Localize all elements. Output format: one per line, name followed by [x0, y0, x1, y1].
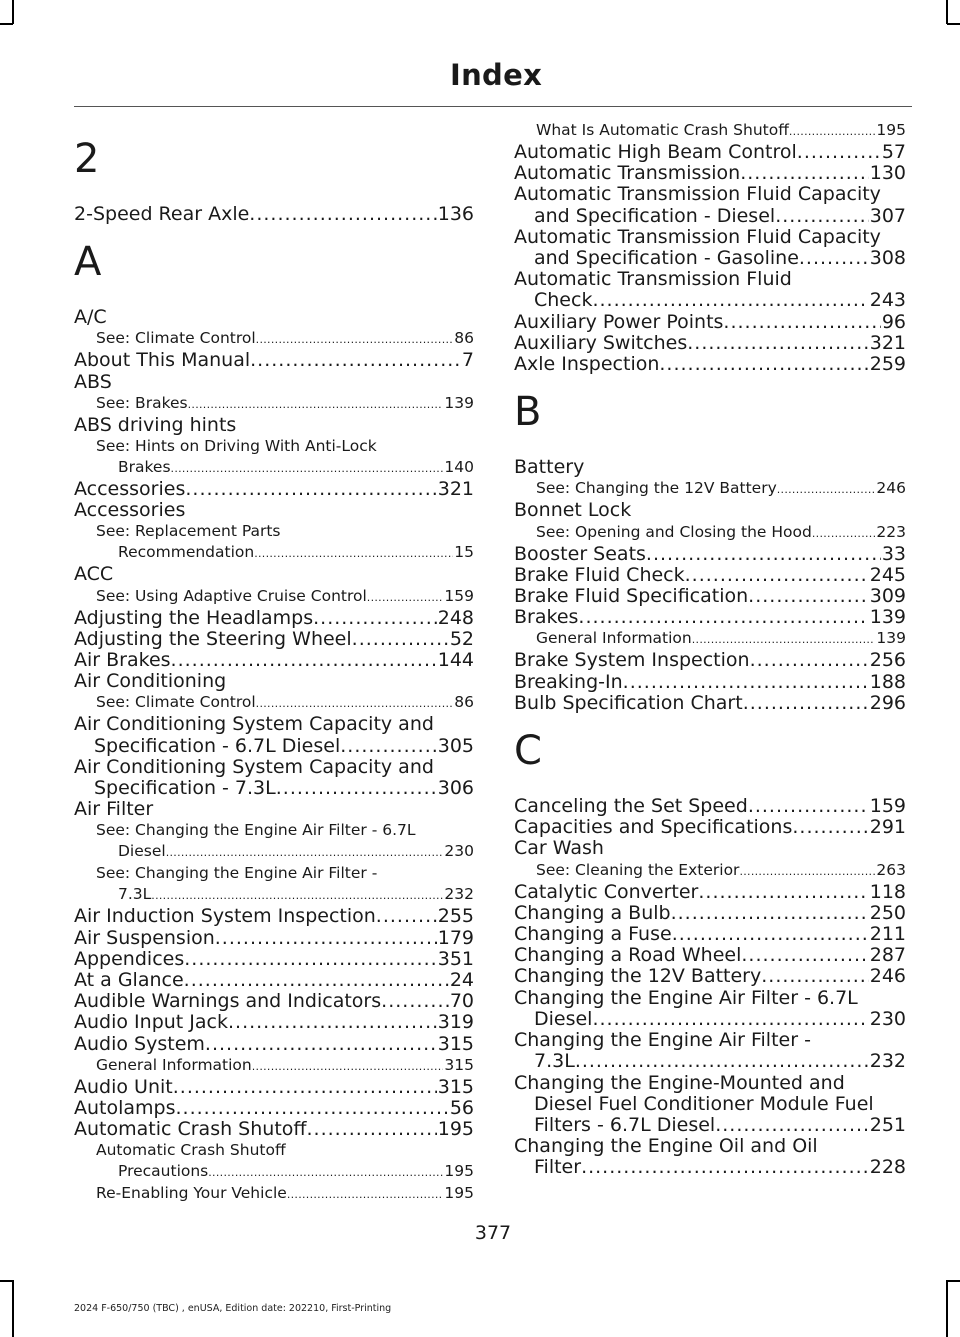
index-entry	[514, 269, 906, 311]
index-page-ref: 321	[437, 478, 474, 501]
leader-dots	[575, 1051, 869, 1072]
index-entry-text: Booster Seats	[514, 542, 646, 565]
index-page-ref: 24	[449, 969, 474, 992]
index-entry-text: Changing a Road Wheel	[514, 944, 742, 967]
index-entry-text: Brakes	[118, 458, 171, 477]
index-entry-text: Brake Fluid Check	[514, 563, 685, 586]
leader-dots	[659, 354, 868, 375]
leader-dots	[228, 1012, 437, 1033]
leader-dots	[256, 328, 454, 350]
index-page-ref: 315	[437, 1075, 474, 1098]
index-entry-text: Auxiliary Switches	[514, 331, 688, 354]
leader-dots	[748, 796, 869, 817]
index-entry	[74, 799, 474, 820]
index-page-ref: 70	[449, 990, 474, 1013]
index-page-ref: 309	[869, 585, 906, 608]
index-entry	[514, 1073, 906, 1137]
leader-dots	[352, 629, 449, 650]
leader-dots	[761, 966, 869, 987]
index-entry-text: See: Climate Control	[96, 693, 256, 712]
index-page-ref: 136	[437, 203, 474, 225]
leader-dots	[698, 882, 868, 903]
index-subentry	[74, 436, 474, 479]
index-column-right	[514, 120, 906, 1179]
page-title: Index	[450, 58, 543, 92]
index-entry-text: See: Hints on Driving With Anti-Lock	[96, 437, 377, 456]
index-page-ref: 246	[876, 479, 906, 498]
index-entry-text: Battery	[514, 456, 585, 479]
leader-dots	[208, 1161, 443, 1183]
index-entry	[74, 479, 474, 500]
leader-dots	[687, 333, 868, 354]
leader-dots	[646, 544, 881, 565]
index-entry-text: Automatic High Beam Control	[514, 141, 797, 163]
index-entry-text: ABS	[74, 370, 112, 393]
index-entry	[74, 307, 474, 328]
index-page-ref: 195	[437, 1118, 474, 1141]
index-page-ref: 130	[869, 162, 906, 185]
index-entry-text: Car Wash	[514, 837, 604, 860]
index-entry-text: Accessories	[74, 478, 186, 501]
index-entry-text: See: Climate Control	[96, 329, 256, 348]
crop-mark	[0, 23, 13, 25]
index-page-ref: 33	[881, 542, 906, 565]
index-entry	[74, 372, 474, 393]
leader-dots	[171, 650, 437, 671]
leader-dots	[252, 1055, 444, 1077]
index-entry-text: General Information	[536, 629, 692, 648]
index-subentry	[74, 820, 474, 863]
index-entry	[74, 608, 474, 629]
index-subentry	[74, 1055, 474, 1077]
index-entry-text: Brake System Inspection	[514, 649, 750, 672]
index-subentry	[74, 863, 474, 906]
index-page-ref: 351	[437, 947, 474, 970]
leader-dots	[250, 350, 461, 371]
leader-dots	[256, 692, 454, 714]
index-subentry	[514, 120, 906, 142]
index-entry-text: Breaking-In	[514, 670, 623, 693]
index-letter-heading: A	[74, 239, 102, 286]
index-entry-text: Precautions	[118, 1162, 209, 1181]
leader-dots	[581, 1157, 869, 1178]
index-entry-text: Changing the Engine Oil and Oil	[514, 1135, 818, 1158]
index-entry	[74, 1034, 474, 1055]
index-entry	[74, 970, 474, 991]
index-entry	[514, 650, 906, 671]
leader-dots	[750, 650, 869, 671]
index-entry-text: Air Brakes	[74, 649, 171, 672]
leader-dots	[723, 312, 880, 333]
leader-dots	[376, 906, 437, 927]
index-page-ref: 139	[444, 393, 474, 412]
leader-dots	[715, 1115, 869, 1136]
index-page-ref: 243	[869, 289, 906, 312]
index-page-ref: 139	[876, 629, 906, 648]
index-entry-text: Diesel	[534, 1007, 593, 1030]
index-entry	[74, 906, 474, 927]
index-page-ref: 195	[444, 1184, 474, 1203]
leader-dots	[205, 1034, 437, 1055]
index-entry	[74, 564, 474, 585]
index-page-ref: 15	[454, 543, 474, 562]
leader-dots	[171, 457, 444, 479]
index-letter-heading: C	[514, 728, 542, 775]
leader-dots	[672, 924, 869, 945]
index-entry	[74, 949, 474, 970]
index-page-ref: 315	[437, 1032, 474, 1055]
leader-dots	[188, 393, 444, 415]
index-entry	[514, 333, 906, 354]
index-page-ref: 248	[437, 606, 474, 629]
index-entry	[74, 204, 474, 225]
index-page-ref: 305	[437, 734, 474, 757]
index-entry-text: What Is Automatic Crash Shutoff	[536, 121, 789, 139]
index-page-ref: 306	[437, 777, 474, 800]
index-page-ref: 250	[869, 901, 906, 924]
index-page-ref: 139	[869, 606, 906, 629]
index-entry	[514, 142, 906, 163]
index-entry	[514, 1136, 906, 1178]
index-page-ref: 315	[444, 1055, 474, 1074]
index-page-ref: 144	[437, 649, 474, 672]
crop-mark	[946, 1280, 948, 1337]
index-entry	[74, 1012, 474, 1033]
edition-info: 2024 F-650/750 (TBC) , enUSA, Edition date: 202210, First-Printing	[74, 1303, 392, 1314]
index-entry-text: Autolamps	[74, 1097, 176, 1120]
index-entry-text: Appendices	[74, 947, 185, 970]
index-subentry	[74, 393, 474, 415]
index-entry	[514, 312, 906, 333]
crop-mark	[946, 0, 948, 24]
index-page-ref: 140	[444, 458, 474, 477]
index-entry-text: Specification - 7.3L	[94, 777, 276, 800]
index-entry	[74, 650, 474, 671]
index-entry-text: See: Changing the Engine Air Filter - 6.7L	[96, 821, 416, 840]
header-rule	[74, 106, 912, 107]
index-entry	[74, 1119, 474, 1140]
index-entry-text: Audio System	[74, 1032, 205, 1055]
index-entry	[514, 882, 906, 903]
index-page-ref: 211	[869, 923, 906, 946]
index-entry	[514, 163, 906, 184]
index-entry	[74, 757, 474, 799]
index-entry-text: Audible Warnings and Indicators	[74, 990, 382, 1013]
index-page-ref: 256	[869, 649, 906, 672]
index-page-ref: 245	[869, 563, 906, 586]
index-page-ref: 179	[437, 926, 474, 949]
index-entry-text: Automatic Transmission Fluid	[514, 268, 792, 291]
index-entry-text: 2-Speed Rear Axle	[74, 203, 250, 225]
leader-dots	[367, 586, 444, 608]
leader-dots	[307, 1119, 437, 1140]
index-entry-text: Air Conditioning	[74, 670, 227, 693]
leader-dots	[184, 970, 449, 991]
index-entry-text: See: Changing the 12V Battery	[536, 479, 777, 498]
leader-dots	[184, 949, 437, 970]
index-entry	[514, 607, 906, 628]
index-page-ref: 308	[869, 247, 906, 270]
page-number: 377	[474, 1222, 512, 1244]
leader-dots	[313, 608, 437, 629]
index-entry-text: Air Conditioning System Capacity and	[74, 713, 434, 736]
index-subentry	[514, 860, 906, 882]
index-entry-text: Automatic Transmission	[514, 162, 741, 185]
index-entry-text: Changing a Bulb	[514, 901, 671, 924]
crop-mark	[947, 23, 960, 25]
index-entry-text: 7.3L	[534, 1050, 575, 1073]
leader-dots	[748, 586, 869, 607]
leader-dots	[671, 903, 869, 924]
leader-dots	[792, 817, 868, 838]
index-page-ref: 263	[876, 860, 906, 879]
index-page-ref: 321	[869, 331, 906, 354]
index-entry-text: See: Opening and Closing the Hood	[536, 522, 812, 541]
leader-dots	[176, 1098, 449, 1119]
index-entry-text: Changing the 12V Battery	[514, 965, 762, 988]
leader-dots	[777, 478, 876, 500]
index-subentry	[74, 1140, 474, 1183]
leader-dots	[166, 841, 444, 863]
index-entry	[514, 693, 906, 714]
index-page-ref: 159	[444, 586, 474, 605]
index-entry	[514, 184, 906, 226]
leader-dots	[254, 542, 453, 564]
index-page-ref: 159	[869, 795, 906, 818]
index-letter-heading: B	[514, 389, 542, 436]
leader-dots	[775, 206, 869, 227]
index-page-ref: 7	[461, 349, 474, 372]
index-subentry	[74, 328, 474, 350]
index-page-ref: 307	[869, 204, 906, 227]
index-entry-text: and Specification - Diesel	[534, 204, 776, 227]
index-entry-text: Automatic Crash Shutoff	[74, 1118, 307, 1141]
index-page-ref: 291	[869, 816, 906, 839]
leader-dots	[173, 1077, 437, 1098]
index-entry-text: Air Induction System Inspection	[74, 905, 376, 928]
leader-dots	[381, 991, 449, 1012]
index-entry	[514, 1030, 906, 1072]
index-entry-text: 7.3L	[118, 885, 152, 904]
index-page-ref: 296	[869, 691, 906, 714]
index-entry-text: Air Conditioning System Capacity and	[74, 755, 434, 778]
index-page-ref: 232	[444, 885, 474, 904]
index-entry-text: General Information	[96, 1055, 252, 1074]
index-page-ref: 230	[444, 842, 474, 861]
index-entry-text: Diesel Fuel Conditioner Module Fuel	[534, 1092, 874, 1115]
leader-dots	[797, 142, 881, 163]
index-entry-text: Audio Input Jack	[74, 1011, 228, 1034]
index-page-ref: 228	[869, 1156, 906, 1179]
leader-dots	[215, 928, 437, 949]
index-entry	[74, 714, 474, 756]
index-subentry	[74, 586, 474, 608]
index-subentry	[514, 628, 906, 650]
index-page-ref: 259	[869, 353, 906, 376]
leader-dots	[151, 884, 443, 906]
index-entry	[74, 1098, 474, 1119]
index-entry	[74, 1077, 474, 1098]
leader-dots	[743, 693, 869, 714]
index-entry-text: Bulb Specification Chart	[514, 691, 743, 714]
index-entry-text: Accessories	[74, 499, 186, 522]
index-entry-text: Brakes	[514, 606, 579, 629]
index-entry	[514, 672, 906, 693]
index-page-ref: 287	[869, 944, 906, 967]
index-entry-text: ACC	[74, 563, 114, 586]
index-entry	[514, 945, 906, 966]
index-entry	[74, 415, 474, 436]
index-page-ref: 188	[869, 670, 906, 693]
index-entry	[74, 928, 474, 949]
index-entry-text: Automatic Transmission Fluid Capacity	[514, 225, 881, 248]
index-page-ref: 232	[869, 1050, 906, 1073]
index-entry-text: ABS driving hints	[74, 413, 237, 436]
leader-dots	[287, 1183, 444, 1205]
index-entry	[514, 586, 906, 607]
index-subentry	[74, 692, 474, 714]
index-page-ref: 86	[454, 693, 474, 712]
crop-mark	[12, 1280, 14, 1337]
leader-dots	[741, 945, 868, 966]
index-entry	[514, 500, 906, 521]
index-entry	[514, 924, 906, 945]
index-entry	[74, 350, 474, 371]
index-entry-text: Filter	[534, 1156, 582, 1179]
leader-dots	[740, 163, 869, 184]
index-entry-text: Check	[534, 289, 593, 312]
index-entry-text: Axle Inspection	[514, 353, 660, 376]
leader-dots	[739, 860, 875, 882]
leader-dots	[812, 522, 876, 544]
index-entry-text: Recommendation	[118, 543, 255, 562]
leader-dots	[685, 565, 869, 586]
leader-dots	[789, 120, 876, 142]
index-entry-text: Filters - 6.7L Diesel	[534, 1113, 716, 1136]
index-entry-text: See: Cleaning the Exterior	[536, 860, 740, 879]
index-entry-text: See: Brakes	[96, 393, 188, 412]
index-subentry	[74, 521, 474, 564]
index-entry-text: See: Using Adaptive Cruise Control	[96, 586, 367, 605]
leader-dots	[276, 778, 437, 799]
index-entry-text: Brake Fluid Specification	[514, 585, 749, 608]
index-entry-text: and Specification - Gasoline	[534, 247, 799, 270]
leader-dots	[592, 290, 868, 311]
index-entry	[74, 671, 474, 692]
index-page-ref: 195	[444, 1162, 474, 1181]
index-page-ref: 86	[454, 329, 474, 348]
index-subentry	[74, 1183, 474, 1205]
index-entry-text: Automatic Crash Shutoff	[96, 1141, 286, 1160]
index-page-ref: 251	[869, 1113, 906, 1136]
index-entry	[514, 817, 906, 838]
index-page-ref: 255	[437, 905, 474, 928]
index-entry-text: Changing a Fuse	[514, 923, 672, 946]
crop-mark	[947, 1280, 960, 1282]
index-page-ref: 195	[876, 121, 906, 139]
index-entry-text: Canceling the Set Speed	[514, 795, 748, 818]
index-subentry	[514, 522, 906, 544]
index-entry-text: Changing the Engine Air Filter - 6.7L	[514, 986, 858, 1009]
index-page-ref: 118	[869, 880, 906, 903]
index-entry-text: Catalytic Converter	[514, 880, 699, 903]
index-entry-text: See: Changing the Engine Air Filter -	[96, 864, 378, 883]
index-column-left	[74, 120, 474, 1205]
index-entry-text: At a Glance	[74, 969, 184, 992]
index-entry	[74, 629, 474, 650]
index-subentry	[514, 478, 906, 500]
crop-mark	[0, 1280, 13, 1282]
leader-dots	[692, 628, 876, 650]
index-entry-text: Changing the Engine-Mounted and	[514, 1071, 845, 1094]
index-entry-text: Re-Enabling Your Vehicle	[96, 1184, 287, 1203]
index-entry-text: Adjusting the Headlamps	[74, 606, 314, 629]
index-entry-text: Bonnet Lock	[514, 499, 632, 522]
index-page-ref: 319	[437, 1011, 474, 1034]
index-entry	[514, 796, 906, 817]
index-page-ref: 230	[869, 1007, 906, 1030]
index-entry-text: Changing the Engine Air Filter -	[514, 1029, 811, 1052]
index-entry	[514, 354, 906, 375]
index-entry	[514, 457, 906, 478]
index-page-ref: 56	[449, 1097, 474, 1120]
index-entry	[514, 565, 906, 586]
leader-dots	[578, 607, 868, 628]
index-entry	[514, 988, 906, 1030]
index-entry-text: Specification - 6.7L Diesel	[94, 734, 341, 757]
leader-dots	[623, 672, 869, 693]
crop-mark	[12, 0, 14, 24]
leader-dots	[799, 248, 869, 269]
index-entry	[514, 966, 906, 987]
index-entry	[514, 838, 906, 859]
index-entry-text: Diesel	[118, 842, 166, 861]
index-entry	[514, 903, 906, 924]
index-letter-heading: 2	[74, 136, 100, 182]
index-page-ref: 96	[881, 310, 906, 333]
leader-dots	[185, 479, 436, 500]
index-entry-text: Auxiliary Power Points	[514, 310, 724, 333]
index-page-ref: 223	[876, 522, 906, 541]
index-entry-text: See: Replacement Parts	[96, 522, 281, 541]
index-entry-text: Air Suspension	[74, 926, 215, 949]
index-page-ref: 57	[881, 141, 906, 163]
leader-dots	[592, 1009, 868, 1030]
index-entry-text: Audio Unit	[74, 1075, 173, 1098]
index-entry-text: About This Manual	[74, 349, 251, 372]
leader-dots	[340, 736, 437, 757]
index-entry-text: Capacities and Specifications	[514, 816, 793, 839]
index-entry	[74, 500, 474, 521]
leader-dots	[249, 204, 436, 225]
index-entry	[74, 991, 474, 1012]
index-page-ref: 246	[869, 965, 906, 988]
index-entry	[514, 544, 906, 565]
index-page-ref: 52	[449, 627, 474, 650]
index-entry-text: Air Filter	[74, 798, 154, 821]
index-entry-text: Automatic Transmission Fluid Capacity	[514, 183, 881, 206]
index-entry-text: A/C	[74, 306, 107, 329]
index-entry-text: Adjusting the Steering Wheel	[74, 627, 352, 650]
index-entry	[514, 227, 906, 269]
